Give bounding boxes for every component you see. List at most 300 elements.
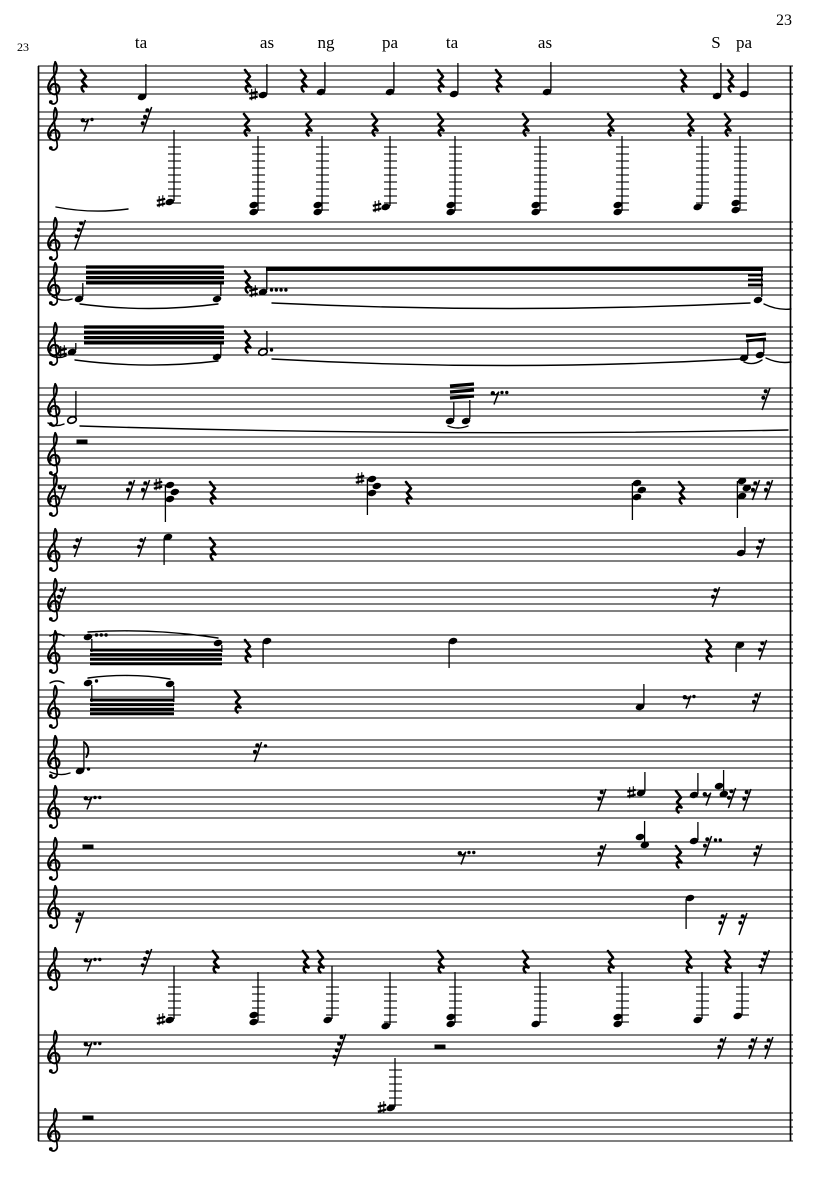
clef-dot: [49, 876, 53, 880]
thirtysecond-rest: [752, 692, 761, 712]
beam: [450, 384, 474, 398]
glyph: [249, 97, 257, 99]
note: [83, 679, 98, 688]
note-head: [693, 203, 703, 212]
slur: [50, 681, 64, 683]
glyph: [761, 396, 765, 400]
glyph: [751, 1038, 755, 1042]
note-head: [446, 1013, 456, 1022]
quarter-rest: [318, 951, 324, 973]
treble-clef-icon: [48, 1031, 59, 1073]
beam: [746, 334, 766, 341]
staff-7: [38, 433, 793, 475]
treble-clef-icon: [48, 1109, 59, 1151]
note-head: [613, 208, 623, 217]
glyph: [78, 912, 82, 916]
note-head: [714, 782, 724, 791]
note-head: [637, 486, 647, 495]
glyph: [600, 845, 604, 849]
lyric-syllable: ta: [445, 33, 459, 52]
eighth-rest: [84, 958, 102, 972]
chord: [635, 821, 650, 849]
eighth-flag: [84, 742, 88, 757]
staff-18: [38, 1031, 793, 1113]
thirtysecond-rest: [141, 107, 152, 133]
glyph: [720, 1038, 724, 1042]
note-head: [367, 475, 377, 484]
thirtysecond-rest: [74, 220, 85, 250]
augmentation-dot: [104, 633, 107, 636]
beam: [90, 650, 222, 664]
treble-clef-icon: [48, 323, 59, 365]
thirtysecond-rest: [764, 480, 773, 500]
low-note: [613, 136, 629, 216]
slur: [766, 358, 791, 363]
sharp-icon: [157, 195, 165, 207]
augmentation-dot: [90, 118, 93, 121]
note: [83, 633, 108, 642]
slur: [88, 675, 170, 679]
beam: [90, 700, 174, 714]
thirtysecond-rest: [718, 913, 727, 935]
glyph: [57, 595, 61, 599]
note-head: [632, 493, 642, 502]
clef-dot: [49, 256, 53, 260]
note-head: [531, 201, 541, 210]
note-head: [249, 201, 259, 210]
lyric-syllable: ta: [134, 33, 148, 52]
glyph: [450, 390, 474, 392]
clef-dot: [49, 471, 53, 475]
treble-clef-icon: [48, 218, 59, 260]
sharp-icon: [378, 1101, 386, 1113]
staff-10: [38, 579, 793, 621]
augmentation-dot: [500, 391, 503, 394]
glyph: [760, 641, 764, 645]
glyph: [745, 790, 749, 794]
note-head: [165, 495, 175, 504]
note-head: [693, 1016, 703, 1025]
glyph: [332, 1055, 336, 1059]
quarter-rest: [303, 951, 309, 973]
note-head: [313, 201, 323, 210]
note-head: [531, 208, 541, 217]
glyph: [752, 700, 756, 704]
low-note: [249, 136, 265, 216]
glyph: [249, 289, 257, 291]
augmentation-dot: [87, 767, 90, 770]
quarter-rest: [608, 951, 614, 973]
thirtysecond-rest: [597, 789, 606, 811]
lyric-syllable: pa: [735, 33, 753, 52]
note-head: [165, 481, 175, 490]
half-rest: [77, 440, 88, 445]
note: [449, 63, 459, 98]
glyph: [738, 921, 742, 925]
glyph: [378, 1110, 386, 1112]
glyph: [145, 108, 149, 112]
note-head: [323, 1016, 333, 1025]
thirtysecond-rest: [738, 913, 747, 935]
glyph: [139, 538, 143, 542]
augmentation-dot: [95, 633, 98, 636]
measure-number: 23: [17, 40, 29, 54]
glyph: [77, 228, 81, 232]
glyph: [145, 950, 149, 954]
quarter-rest: [244, 114, 250, 136]
glyph: [154, 487, 162, 489]
glyph: [373, 204, 381, 206]
clef-dot: [49, 361, 53, 365]
note-head: [613, 1020, 623, 1029]
page-number: 23: [776, 12, 792, 29]
clef-dot: [49, 1147, 53, 1151]
glyph: [339, 1035, 343, 1039]
glyph: [756, 546, 760, 550]
glyph: [450, 396, 474, 398]
staff-19: [38, 1109, 793, 1151]
treble-clef-icon: [48, 838, 59, 880]
low-note: [733, 972, 749, 1020]
glyph: [763, 951, 767, 955]
note: [627, 772, 646, 798]
glyph: [141, 488, 145, 492]
thirtysecond-rest: [126, 480, 135, 500]
quarter-rest: [523, 114, 529, 136]
lyric-syllable: as: [537, 33, 553, 52]
note-head: [249, 1018, 259, 1027]
slur: [52, 296, 72, 300]
slur: [272, 359, 740, 366]
note: [736, 527, 746, 557]
augmentation-dot: [714, 838, 717, 841]
note: [249, 64, 268, 100]
glyph: [255, 743, 259, 747]
treble-clef-icon: [48, 631, 59, 673]
low-note: [313, 136, 329, 216]
glyph: [157, 1017, 165, 1019]
eighth-rest: [84, 796, 102, 810]
thirtysecond-rest: [756, 538, 765, 558]
note: [542, 62, 552, 96]
staff-9: [38, 527, 793, 571]
staff-11: [38, 631, 793, 673]
quarter-rest: [725, 951, 731, 973]
glyph: [141, 963, 145, 967]
low-note: [157, 130, 181, 207]
note: [385, 62, 395, 96]
glyph: [73, 545, 77, 549]
note-head: [446, 1020, 456, 1029]
glyph: [748, 1045, 752, 1049]
treble-clef-icon: [48, 384, 59, 426]
glyph: [767, 1038, 771, 1042]
half-rest: [83, 845, 94, 850]
thirtysecond-rest: [253, 742, 267, 762]
treble-clef-icon: [48, 62, 59, 104]
glyph: [727, 796, 731, 800]
staff-15: [38, 821, 793, 880]
glyph: [627, 795, 635, 797]
augmentation-dot: [93, 796, 96, 799]
note: [163, 533, 173, 565]
augmentation-dot: [100, 633, 103, 636]
glyph: [764, 1045, 768, 1049]
note-head: [372, 482, 382, 491]
glyph: [729, 789, 733, 793]
glyph: [751, 488, 755, 492]
augmentation-dot: [279, 288, 282, 291]
staff-5: [38, 323, 793, 366]
note-head: [381, 203, 391, 212]
glyph: [717, 1045, 721, 1049]
note-head: [367, 489, 377, 498]
glyph: [597, 797, 601, 801]
clef-dot: [49, 774, 53, 778]
glyph: [157, 199, 165, 201]
staff-4: [38, 263, 793, 309]
beam: [748, 275, 763, 285]
glyph: [758, 964, 762, 968]
glyph: [74, 234, 78, 238]
glyph: [713, 588, 717, 592]
augmentation-dot: [472, 851, 475, 854]
staff-14: [38, 770, 793, 828]
glyph: [356, 481, 364, 483]
glyph: [154, 482, 162, 484]
augmentation-dot: [98, 958, 101, 961]
quarter-rest: [306, 114, 312, 136]
augmentation-dot: [93, 958, 96, 961]
chord: [356, 472, 382, 515]
clef-dot: [49, 301, 53, 305]
glyph: [143, 481, 147, 485]
quarter-rest: [213, 951, 219, 973]
glyph: [600, 790, 604, 794]
note-head: [446, 208, 456, 217]
thirtysecond-rest: [141, 949, 152, 975]
slur: [56, 207, 128, 211]
note: [739, 63, 749, 98]
slur: [272, 303, 750, 309]
quarter-rest: [210, 538, 216, 560]
treble-clef-icon: [48, 579, 59, 621]
staff-17: [38, 948, 793, 1030]
note-head: [249, 1011, 259, 1020]
glyph: [742, 797, 746, 801]
glyph: [746, 334, 766, 336]
chord: [737, 477, 752, 518]
thirtysecond-rest: [75, 911, 84, 933]
treble-clef-icon: [48, 886, 59, 928]
glyph: [753, 852, 757, 856]
lyric-syllable: S: [711, 33, 721, 52]
glyph: [143, 957, 147, 961]
glyph: [141, 121, 145, 125]
treble-clef-icon: [48, 529, 59, 571]
treble-clef-icon: [48, 948, 59, 990]
clef-dot: [49, 669, 53, 673]
glyph: [718, 921, 722, 925]
low-note: [323, 966, 339, 1024]
slur: [75, 360, 218, 365]
thirtysecond-rest: [758, 950, 769, 974]
clef-dot: [49, 986, 53, 990]
glyph: [703, 844, 707, 848]
staff-8: [38, 472, 793, 522]
slur: [50, 772, 70, 775]
low-note: [373, 136, 397, 212]
low-note: [731, 136, 747, 214]
thirtysecond-rest: [742, 789, 751, 811]
quarter-rest: [688, 114, 694, 136]
glyph: [378, 1105, 386, 1107]
glyph: [157, 204, 165, 206]
note: [712, 63, 722, 100]
quarter-rest: [245, 640, 251, 662]
staff-3: [38, 218, 793, 260]
half-rest: [435, 1045, 446, 1050]
quarter-rest: [686, 951, 692, 973]
glyph: [373, 209, 381, 211]
thirtysecond-rest: [758, 640, 767, 660]
augmentation-dot: [467, 851, 470, 854]
note-head: [381, 1022, 391, 1031]
note-head: [446, 201, 456, 210]
glyph: [137, 545, 141, 549]
glyph: [764, 488, 768, 492]
low-note: [446, 136, 462, 216]
low-note: [693, 136, 709, 211]
clef-dot: [49, 512, 53, 516]
staff-16: [38, 886, 793, 935]
note: [635, 684, 645, 711]
lyric-syllable: pa: [381, 33, 399, 52]
glyph: [758, 648, 762, 652]
glyph: [754, 693, 758, 697]
glyph: [758, 539, 762, 543]
glyph: [126, 488, 130, 492]
staff-2: [38, 107, 793, 216]
slur: [744, 360, 762, 364]
note: [316, 62, 326, 96]
clef-dot: [49, 1069, 53, 1073]
thirtysecond-rest: [332, 1034, 345, 1066]
glyph: [253, 750, 257, 754]
staff-6: [38, 384, 793, 433]
clef-dot: [49, 617, 53, 621]
note-head: [635, 833, 645, 842]
sharp-icon: [157, 1013, 165, 1025]
eighth-rest: [458, 851, 476, 865]
glyph: [79, 221, 83, 225]
glyph: [705, 837, 709, 841]
note: [137, 64, 147, 101]
thirtysecond-rest: [751, 480, 760, 500]
quarter-rest: [438, 114, 444, 136]
treble-clef-icon: [48, 474, 59, 516]
eighth-rest: [703, 792, 711, 806]
staff-1: [38, 62, 793, 104]
low-note: [378, 1058, 402, 1113]
quarter-rest: [372, 114, 378, 136]
treble-clef-icon: [48, 786, 59, 828]
clef-dot: [49, 146, 53, 150]
note-head: [733, 1012, 743, 1021]
note: [67, 391, 77, 424]
glyph: [741, 914, 745, 918]
thirtysecond-rest: [727, 788, 736, 808]
augmentation-dot: [505, 391, 508, 394]
note-head: [170, 488, 180, 497]
sharp-icon: [627, 786, 635, 798]
lyric-syllable: ng: [317, 33, 335, 52]
glyph: [157, 1022, 165, 1024]
clef-dot: [49, 724, 53, 728]
note-head: [313, 208, 323, 217]
glyph: [711, 595, 715, 599]
quarter-rest: [438, 951, 444, 973]
glyph: [75, 538, 79, 542]
glyph: [746, 339, 766, 341]
glyph: [143, 115, 147, 119]
note: [258, 331, 273, 356]
clef-dot: [49, 567, 53, 571]
note-head: [531, 1020, 541, 1029]
augmentation-dot: [270, 288, 273, 291]
glyph: [753, 481, 757, 485]
augmentation-dot: [719, 838, 722, 841]
glyph: [721, 914, 725, 918]
treble-clef-icon: [48, 433, 59, 475]
chord: [714, 770, 729, 798]
glyph: [761, 958, 765, 962]
augmentation-dot: [93, 1042, 96, 1045]
slur: [80, 426, 788, 433]
quarter-rest: [235, 691, 241, 713]
note: [689, 773, 699, 799]
augmentation-dot: [95, 679, 98, 682]
low-note: [157, 966, 181, 1025]
augmentation-dot: [270, 348, 273, 351]
low-note: [381, 972, 397, 1030]
thirtysecond-rest: [761, 388, 770, 410]
glyph: [59, 588, 63, 592]
clef-dot: [49, 824, 53, 828]
treble-clef-icon: [48, 686, 59, 728]
augmentation-dot: [98, 796, 101, 799]
quarter-rest: [706, 640, 712, 662]
augmentation-dot: [98, 1042, 101, 1045]
quarter-rest: [608, 114, 614, 136]
eighth-rest: [81, 118, 94, 132]
note-head: [165, 1016, 175, 1025]
augmentation-dot: [275, 288, 278, 291]
note-head: [613, 201, 623, 210]
augmentation-dot: [264, 744, 267, 747]
clef-dot: [49, 924, 53, 928]
staff-12: [38, 675, 793, 727]
note-head: [632, 479, 642, 488]
glyph: [756, 845, 760, 849]
staff-13: [38, 736, 793, 778]
sharp-icon: [154, 478, 162, 490]
quarter-rest: [725, 114, 731, 136]
slur: [80, 304, 218, 309]
glyph: [450, 384, 474, 386]
treble-clef-icon: [48, 108, 59, 150]
glyph: [597, 852, 601, 856]
